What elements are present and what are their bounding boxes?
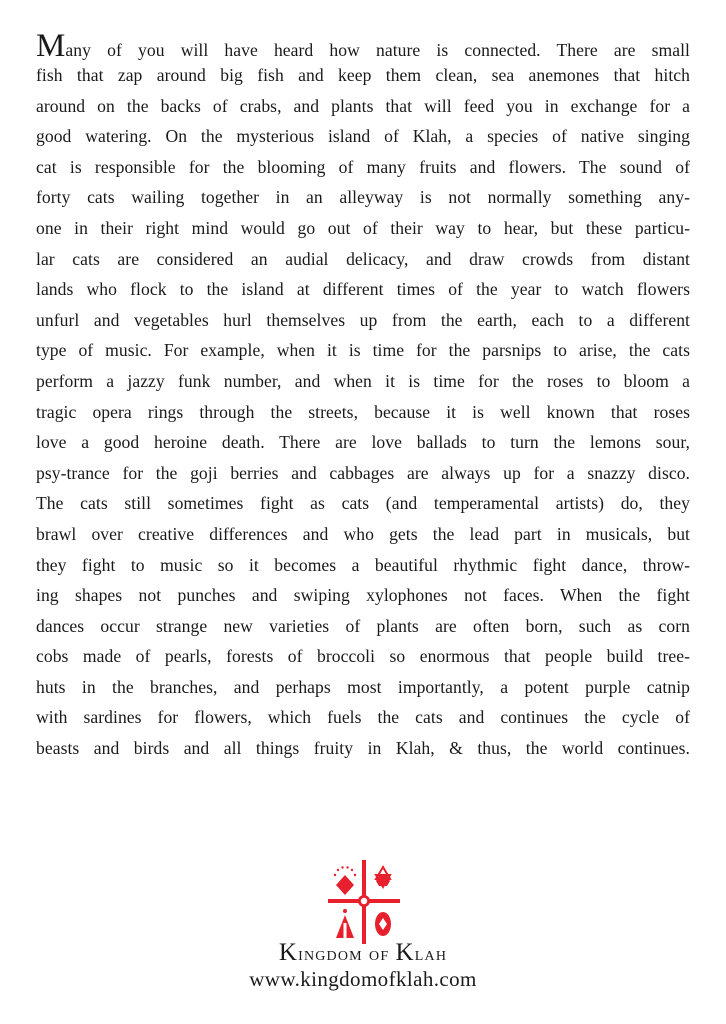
story-line: lar cats are considered an audial delicacy, and draw crowds from distant	[36, 248, 690, 269]
story-line: they fight to music so it becomes a beautiful rhythmic fight dance, throw-	[36, 554, 690, 575]
story-text	[36, 30, 690, 764]
story-line: dances occur strange new varieties of plants are often born, such as corn	[36, 615, 690, 636]
brand-name-text: ingdom of	[298, 943, 396, 965]
story-line: tragic opera rings through the streets, because it is well known that roses	[36, 401, 690, 422]
brand-name	[0, 940, 726, 967]
story-line-text: any of you will have heard how nature is connected. There are small	[65, 40, 690, 60]
story-line: psy-trance for the goji berries and cabbages are always up for a snazzy disco.	[36, 462, 690, 483]
story-line: unfurl and vegetables hurl themselves up from the earth, each to a different	[36, 309, 690, 330]
story-line: love a good heroine death. There are love ballads to turn the lemons sour,	[36, 432, 690, 453]
story-line: cat is responsible for the blooming of many fruits and flowers. The sound of	[36, 156, 690, 177]
story-line: cobs made of pearls, forests of broccoli so enormous that people build tree-	[36, 646, 690, 667]
story-line: with sardines for flowers, which fuels the cats and continues the cycle of	[36, 707, 690, 728]
story-line: type of music. For example, when it is time for the parsnips to arise, the cats	[36, 340, 690, 361]
story-line: forty cats wailing together in an alleyway is not normally something any-	[36, 187, 690, 208]
story-line: good watering. On the mysterious island of Klah, a species of native singing	[36, 126, 690, 147]
story-line: one in their right mind would go out of their way to hear, but these particu-	[36, 217, 690, 238]
story-line-1	[36, 28, 690, 64]
brand-name-initial: K	[395, 939, 415, 966]
story-line: around on the backs of crabs, and plants that will feed you in exchange for a	[36, 95, 690, 116]
story-line: huts in the branches, and perhaps most importantly, a potent purple catnip	[36, 676, 690, 697]
drop-cap: M	[36, 28, 66, 64]
story-line: beasts and birds and all things fruity in Klah, & thus, the world continues.	[36, 738, 690, 759]
story-line: lands who flock to the island at different times of the year to watch flowers	[36, 279, 690, 300]
kingdom-of-klah-logo-icon	[326, 860, 402, 944]
website-url: www.kingdomofklah.com	[249, 967, 477, 991]
brand-name-text: lah	[414, 943, 448, 965]
brand-name-initial: K	[278, 939, 299, 966]
story-line: ing shapes not punches and swiping xylophones not faces. When the fight	[36, 585, 690, 606]
story-line: fish that zap around big fish and keep them clean, sea anemones that hitch	[36, 65, 690, 85]
story-line: brawl over creative differences and who gets the lead part in musicals, but	[36, 523, 690, 544]
story-line: perform a jazzy funk number, and when it is time for the roses to bloom a	[36, 370, 690, 391]
story-line: The cats still sometimes fight as cats (and temperamental artists) do, they	[36, 493, 690, 514]
